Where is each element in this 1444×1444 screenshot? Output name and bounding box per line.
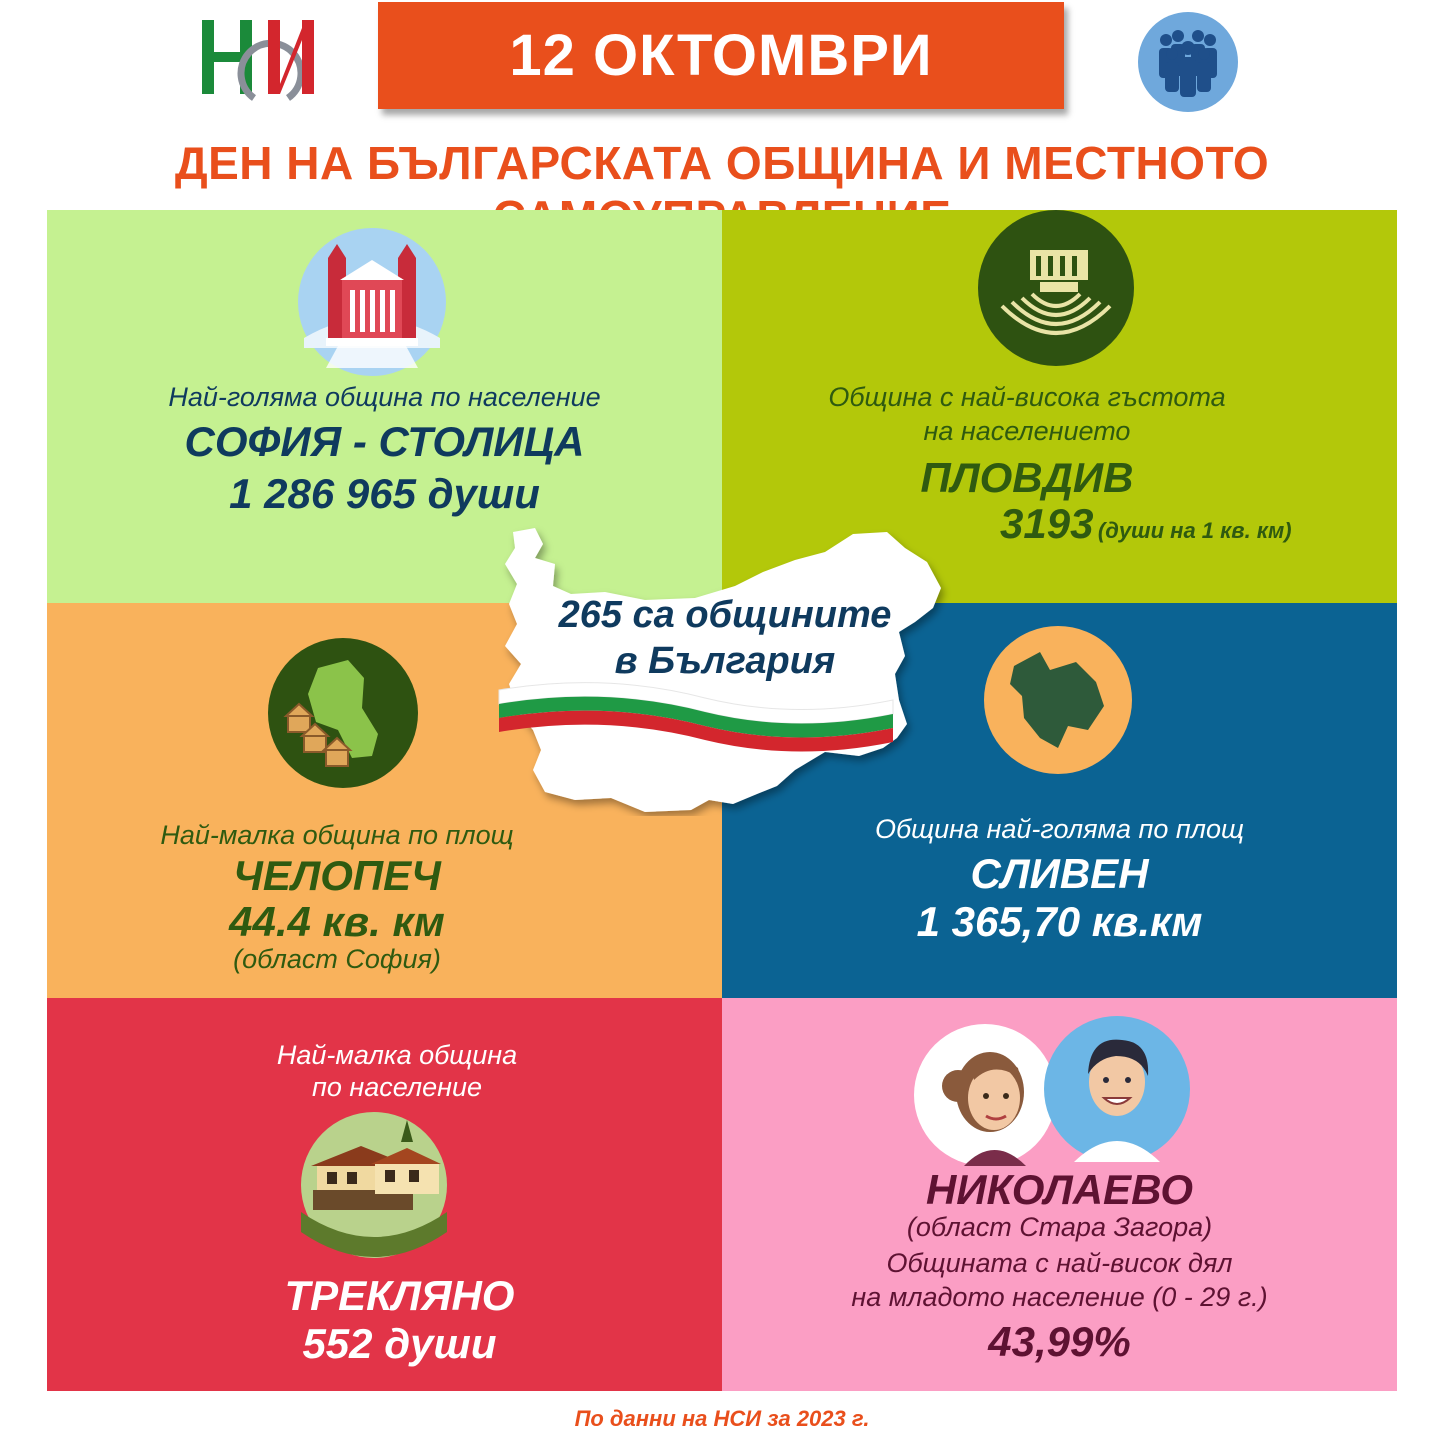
highest-density-label-1: Община с най-висока гъстота	[828, 382, 1226, 412]
highest-density-unit: (души на 1 кв. км)	[1097, 518, 1292, 543]
highest-density-name: ПЛОВДИВ	[920, 454, 1134, 501]
smallest-population-name: ТРЕКЛЯНО	[284, 1272, 515, 1319]
smallest-area-region: (област София)	[233, 944, 441, 974]
youngest-region: (област Стара Загора)	[906, 1212, 1213, 1242]
largest-population-name: СОФИЯ - СТОЛИЦА	[184, 418, 585, 465]
smallest-population-label-2: по население	[311, 1072, 482, 1102]
village-map-icon	[268, 638, 418, 788]
man-avatar-icon	[1044, 1016, 1190, 1162]
theatre-building-icon	[298, 228, 446, 376]
date-banner	[378, 2, 1064, 109]
largest-area-value: 1 365,70 кв.км	[916, 898, 1203, 945]
smallest-area-value: 44.4 кв. км	[229, 898, 445, 945]
ancient-theatre-icon	[978, 210, 1134, 366]
largest-population-value: 1 286 965 души	[229, 470, 540, 517]
highest-density-label-2: на населението	[923, 416, 1131, 446]
smallest-area-name: ЧЕЛОПЕЧ	[233, 852, 441, 899]
logo-letter-i	[268, 20, 314, 94]
highest-density-value-row	[1000, 500, 1292, 552]
largest-population-label: Най-голяма община по население	[168, 382, 601, 412]
highest-density-value: 3193	[1000, 500, 1094, 547]
old-house-icon	[301, 1112, 447, 1258]
smallest-population-label-1: Най-малка община	[276, 1040, 518, 1070]
woman-avatar-icon	[914, 1024, 1056, 1166]
people-icon	[1138, 12, 1238, 112]
smallest-population-value: 552 души	[302, 1320, 497, 1367]
page-title: ДЕН НА БЪЛГАРСКАТА ОБЩИНА И МЕСТНОТО	[174, 137, 1270, 189]
source-note: По данни на НСИ за 2023 г.	[574, 1406, 870, 1431]
municipalities-country: в България	[614, 640, 836, 682]
smallest-area-label: Най-малка община по площ	[160, 820, 514, 850]
youngest-name: НИКОЛАЕВО	[925, 1166, 1194, 1213]
largest-area-label: Община най-голяма по площ	[874, 814, 1244, 844]
youngest-value: 43,99%	[988, 1318, 1131, 1365]
nsi-logo	[196, 14, 322, 104]
largest-area-name: СЛИВЕН	[970, 850, 1149, 897]
date-text: 12 ОКТОМВРИ	[509, 23, 933, 88]
youngest-label-1: Общината с най-висок дял	[886, 1248, 1233, 1278]
youngest-label-2: на младото население (0 - 29 г.)	[851, 1282, 1268, 1312]
municipalities-count: 265 са общините	[558, 594, 892, 636]
sliven-map-icon	[984, 626, 1132, 774]
